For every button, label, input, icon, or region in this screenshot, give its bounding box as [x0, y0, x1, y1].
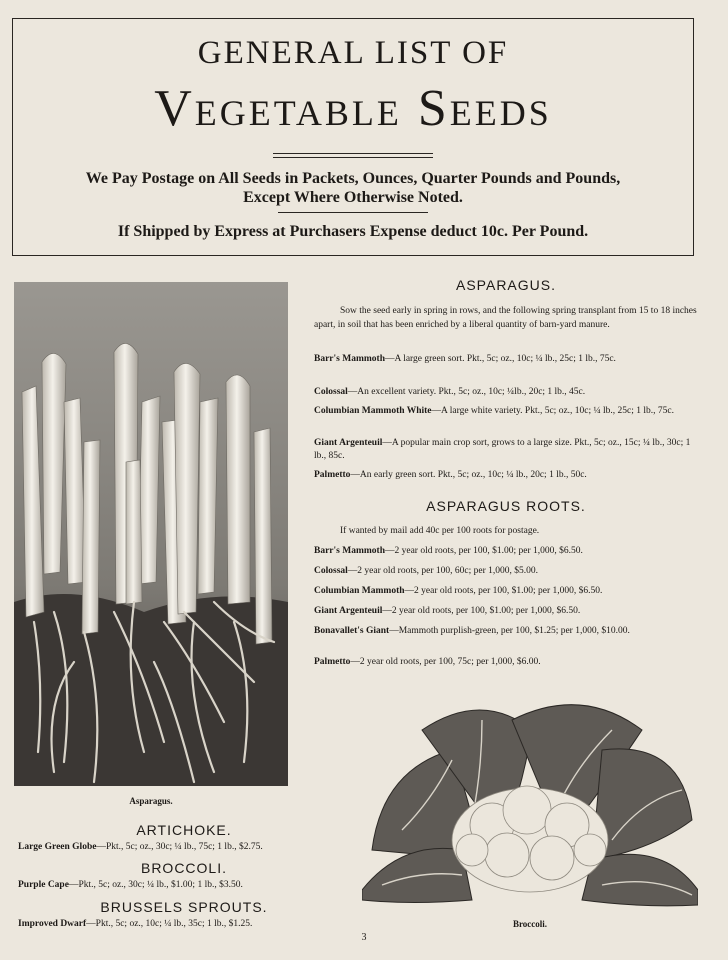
item-name: Bonavallet's Giant: [314, 626, 390, 636]
item-desc: —An early green sort. Pkt., 5c; oz., 10c; ¼ lb., 20c; 1 lb., 50c.: [350, 470, 587, 480]
item-name: Purple Cape: [18, 880, 69, 890]
item-name: Barr's Mammoth: [314, 354, 385, 364]
roots-item-colossal: [314, 565, 698, 578]
item-desc: —2 year old roots, per 100, 60c; per 1,000, $5.00.: [347, 566, 539, 576]
header-box: [12, 18, 694, 256]
item-name: Columbian Mammoth: [314, 586, 405, 596]
item-desc: —2 year old roots, per 100, $1.00; per 1,000, $6.50.: [404, 586, 603, 596]
asparagus-item-colossal: [314, 386, 698, 399]
item-desc: —2 year old roots, per 100, 75c; per 1,000, $6.00.: [350, 657, 541, 667]
broccoli-item-purple-cape: [18, 879, 358, 892]
item-desc: —2 year old roots, per 100, $1.00; per 1,000, $6.50.: [384, 546, 583, 556]
brussels-sprouts-item-improved-dwarf: [18, 918, 358, 931]
item-name: Improved Dwarf: [18, 919, 87, 929]
title-general-list: GENERAL LIST OF: [197, 35, 509, 71]
item-name: Large Green Globe: [18, 842, 97, 852]
artichoke-title: ARTICHOKE.: [136, 822, 232, 838]
asparagus-item-columbian-mammoth-white: [314, 405, 698, 418]
page-number: 3: [361, 932, 367, 943]
roots-item-bonavallets-giant: [314, 625, 702, 638]
express-note: If Shipped by Express at Purchasers Expense deduct 10c. Per Pound.: [117, 223, 589, 240]
item-desc: —Pkt., 5c; oz., 30c; ¼ lb., 75c; 1 lb., $2.75.: [96, 842, 263, 852]
artichoke-item-large-green-globe: [18, 841, 358, 854]
item-name: Giant Argenteuil: [314, 606, 383, 616]
broccoli-title: BROCCOLI.: [140, 860, 227, 876]
item-desc: —An excellent variety. Pkt., 5c; oz., 10c; ¼lb., 20c; 1 lb., 45c.: [347, 387, 586, 397]
item-desc: —Mammoth purplish-green, per 100, $1.25; per 1,000, $10.00.: [389, 626, 630, 636]
asparagus-item-barrs-mammoth: [314, 353, 698, 366]
asparagus-photo-caption: Asparagus.: [129, 796, 173, 806]
asparagus-item-giant-argenteuil: [314, 437, 698, 463]
item-desc: —A large green sort. Pkt., 5c; oz., 10c; ¼ lb., 25c; 1 lb., 75c.: [384, 354, 616, 364]
postage-note-line1: We Pay Postage on All Seeds in Packets, Ounces, Quarter Pounds and Pounds,: [85, 170, 621, 187]
asparagus-intro: Sow the seed early in spring in rows, and the following spring transplant from 15 to 18 inches apart, in soil that has been enriched by a liberal quantity of barn-yard manure.: [314, 306, 697, 330]
item-desc: —A large white variety. Pkt., 5c; oz., 10c; ¼ lb., 25c; 1 lb., 75c.: [431, 406, 674, 416]
asparagus-photo: [14, 282, 288, 786]
asparagus-roots-title: ASPARAGUS ROOTS.: [426, 498, 586, 514]
broccoli-photo-caption: Broccoli.: [512, 919, 548, 929]
asparagus-title: ASPARAGUS.: [456, 277, 556, 293]
item-name: Giant Argenteuil: [314, 438, 383, 448]
item-name: Colossal: [314, 566, 348, 576]
broccoli-photo: [362, 690, 698, 914]
item-name: Barr's Mammoth: [314, 546, 385, 556]
item-name: Columbian Mammoth White: [314, 406, 432, 416]
item-desc: —2 year old roots, per 100, $1.00; per 1,000, $6.50.: [382, 606, 581, 616]
asparagus-roots-intro: If wanted by mail add 40c per 100 roots for postage.: [340, 526, 540, 536]
rule: [273, 153, 433, 154]
asparagus-item-palmetto: [314, 469, 698, 482]
item-name: Palmetto: [314, 470, 351, 480]
title-vegetable-seeds: Vegetable Seeds: [154, 80, 552, 137]
roots-item-palmetto: [314, 656, 698, 669]
rule: [273, 157, 433, 158]
item-desc: —Pkt., 5c; oz., 30c; ¼ lb., $1.00; 1 lb., $3.50.: [68, 880, 243, 890]
roots-item-barrs-mammoth: [314, 545, 698, 558]
postage-note: [13, 169, 693, 207]
postage-note-line2: Except Where Otherwise Noted.: [243, 189, 463, 206]
item-name: Palmetto: [314, 657, 351, 667]
brussels-sprouts-title: BRUSSELS SPROUTS.: [100, 899, 268, 915]
roots-item-columbian-mammoth: [314, 585, 704, 598]
item-name: Colossal: [314, 387, 348, 397]
rule: [278, 212, 428, 213]
item-desc: —Pkt., 5c; oz., 10c; ¼ lb., 35c; 1 lb., $1.25.: [86, 919, 253, 929]
item-desc: —A popular main crop sort, grows to a large size. Pkt., 5c; oz., 15c; ¼ lb., 30c; 1 lb., 85c.: [314, 438, 691, 461]
roots-item-giant-argenteuil: [314, 605, 698, 618]
